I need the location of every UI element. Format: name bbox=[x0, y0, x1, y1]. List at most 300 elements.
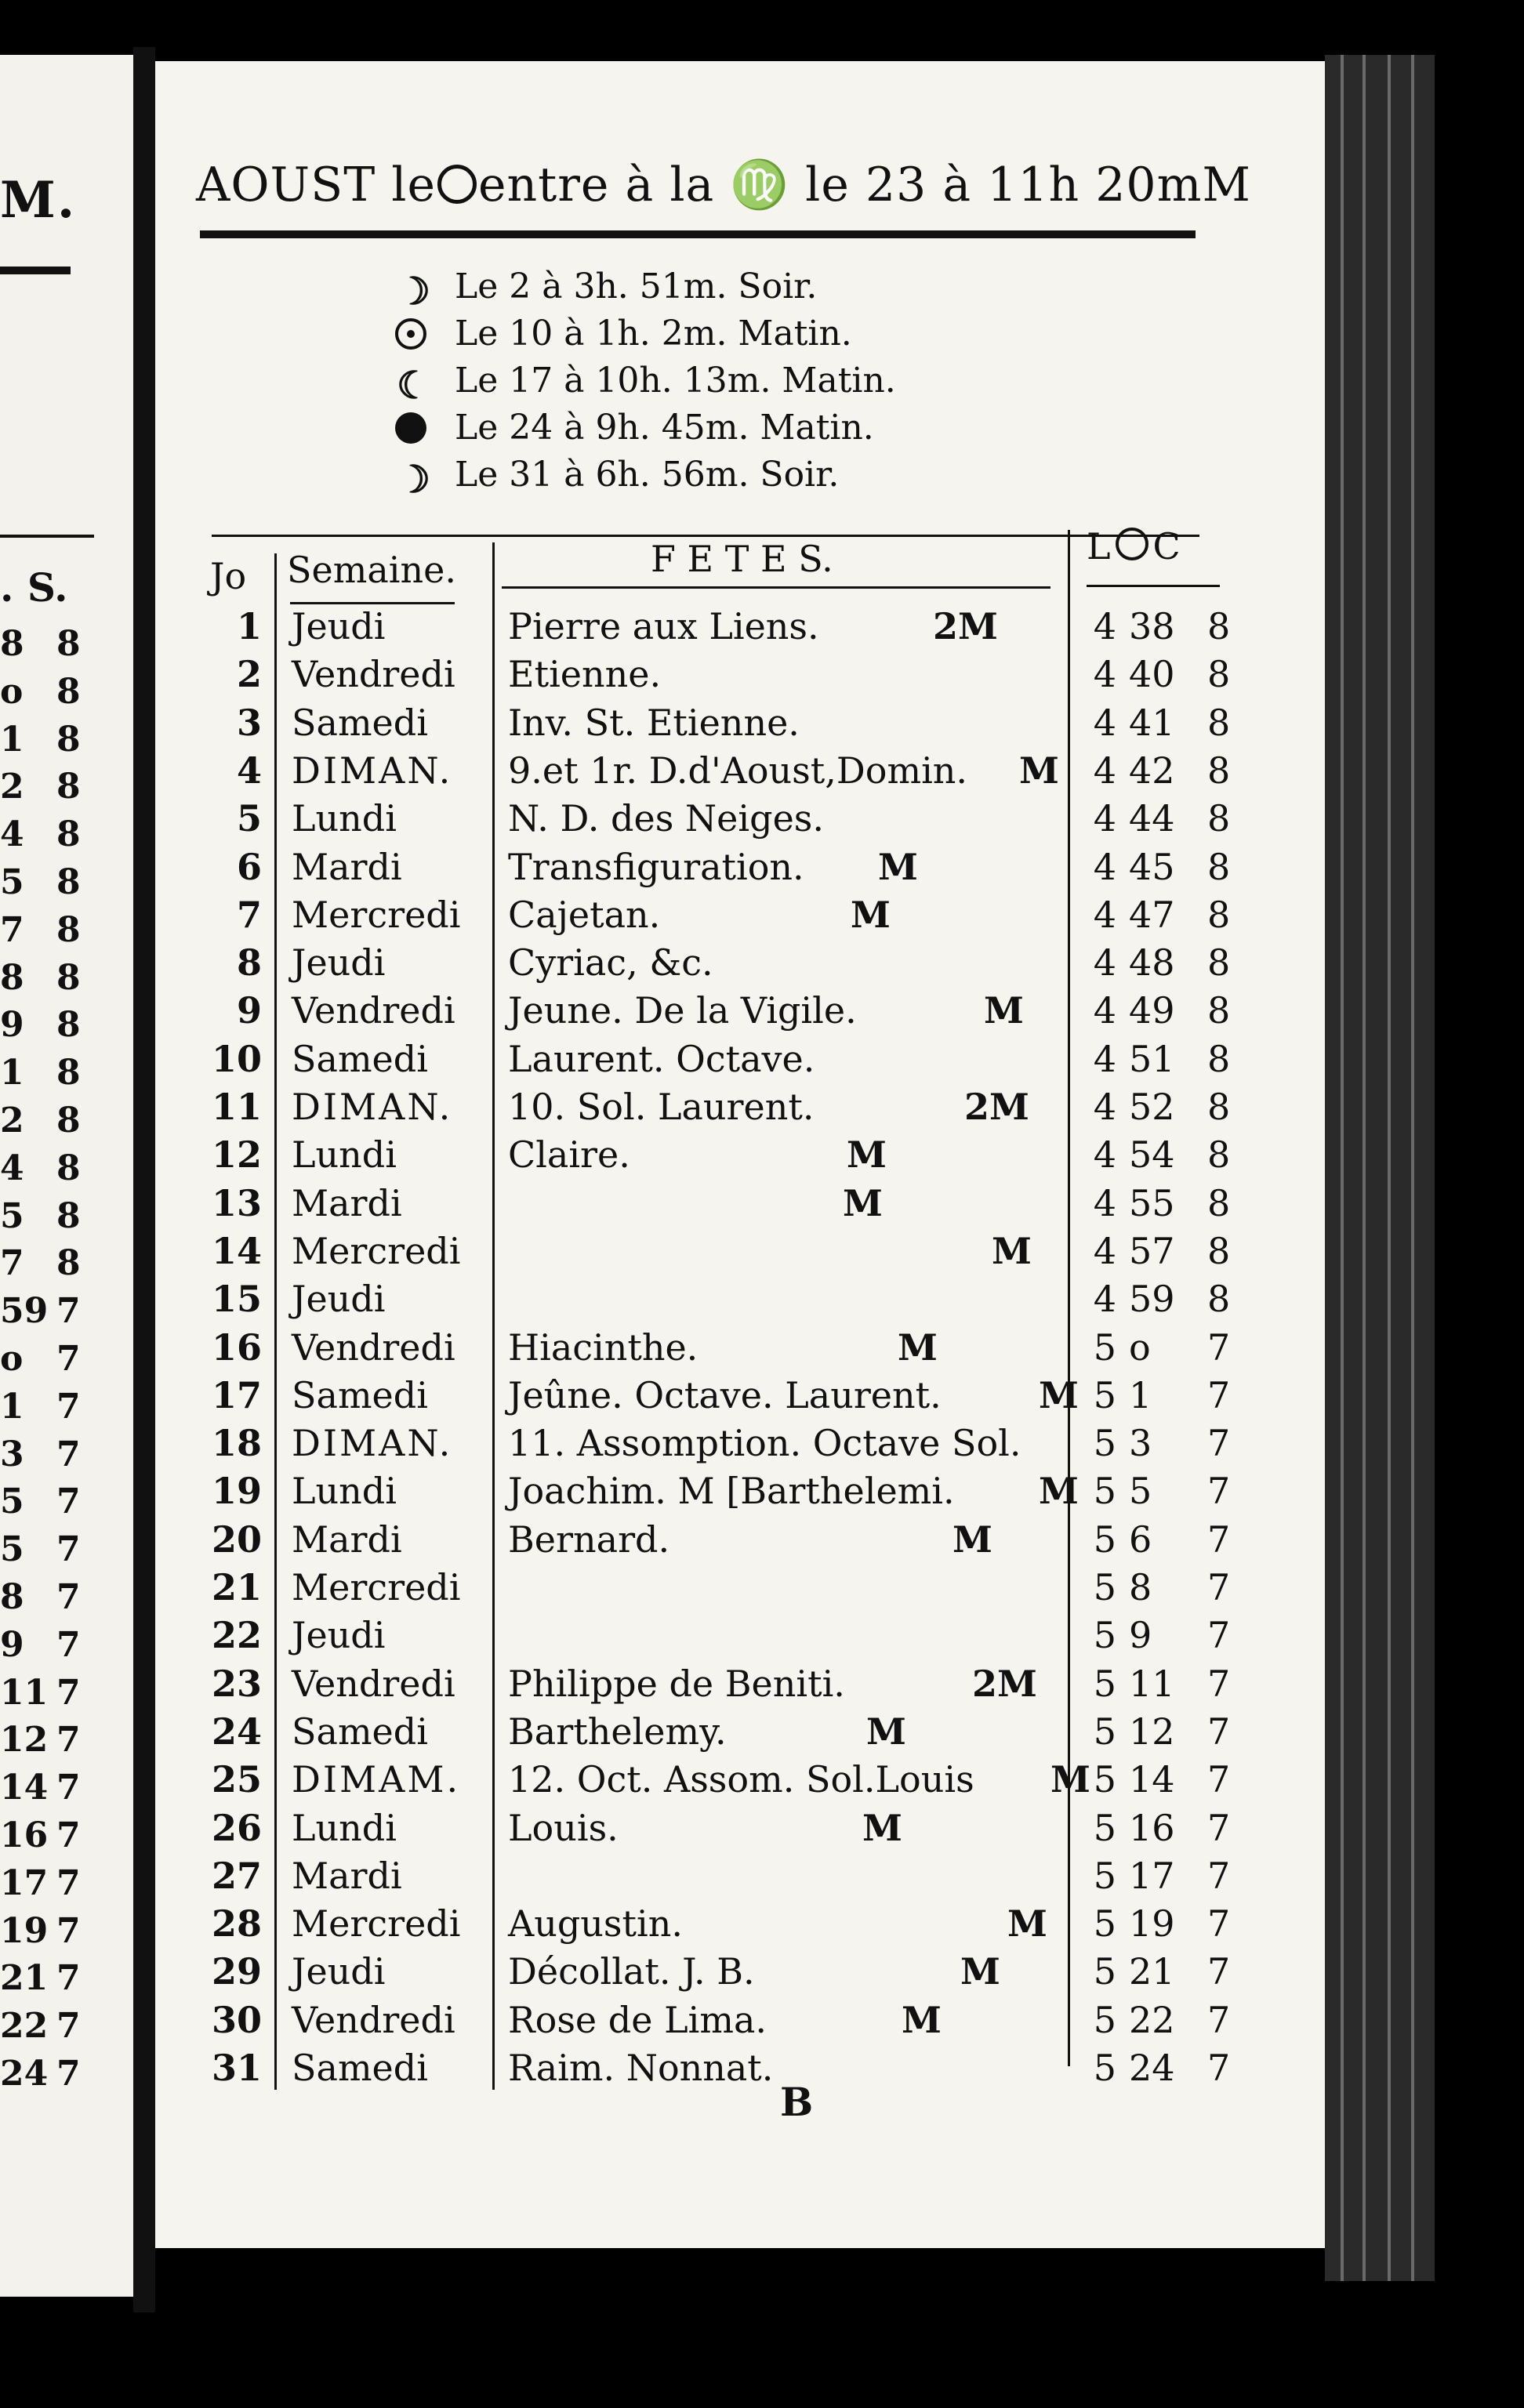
moon-phase-row bbox=[392, 267, 1098, 314]
moon-phase-text: Le 17 à 10h. 13m. Matin. bbox=[455, 361, 896, 401]
sunrise-minute: 8 bbox=[1129, 1566, 1152, 1608]
left-page-cell: 59 bbox=[0, 1291, 49, 1332]
weekday: Lundi bbox=[292, 1470, 397, 1513]
sunrise-hour: 4 bbox=[1093, 1181, 1116, 1224]
mark: M bbox=[902, 1998, 942, 2041]
day-number: 10 bbox=[212, 1037, 263, 1080]
mark: M bbox=[862, 1806, 902, 1849]
left-page-cell: 7 bbox=[0, 909, 24, 950]
sunrise-hour: 5 bbox=[1093, 1614, 1116, 1657]
mark: M bbox=[1039, 1470, 1079, 1513]
sunrise-hour: 4 bbox=[1093, 1133, 1116, 1177]
weekday: Lundi bbox=[292, 1133, 397, 1177]
weekday: Mardi bbox=[292, 1854, 402, 1897]
left-page-cell: 12 bbox=[0, 1720, 49, 1761]
table-row bbox=[0, 1086, 1231, 1133]
left-page-cell: 8 bbox=[0, 624, 24, 664]
semaine-header-rule bbox=[290, 602, 455, 604]
day-number: 13 bbox=[212, 1181, 263, 1224]
sunset-hour: 8 bbox=[1207, 989, 1231, 1032]
day-number: 22 bbox=[212, 1614, 263, 1657]
sunrise-hour: 4 bbox=[1093, 893, 1116, 936]
sunrise-hour: 4 bbox=[1093, 941, 1116, 985]
feast: Cajetan. bbox=[508, 893, 661, 936]
mark: 2M bbox=[964, 1086, 1029, 1128]
sunrise-hour: 5 bbox=[1093, 1470, 1116, 1513]
table-row bbox=[0, 749, 1231, 796]
signature-mark: B bbox=[780, 2079, 814, 2125]
sunrise-hour: 5 bbox=[1093, 1758, 1116, 1801]
sunset-hour: 8 bbox=[1207, 941, 1231, 985]
sunset-hour: 7 bbox=[1207, 1422, 1231, 1465]
edge-stripe bbox=[1363, 55, 1366, 2281]
left-page-cell: 2 bbox=[0, 1101, 24, 1141]
day-number: 16 bbox=[212, 1325, 263, 1369]
weekday: Vendredi bbox=[292, 989, 455, 1032]
mark: M bbox=[1039, 1373, 1079, 1416]
sunrise-minute: 22 bbox=[1129, 1998, 1175, 2041]
left-page-cell: 7 bbox=[56, 1386, 81, 1427]
left-page-cell: 7 bbox=[56, 1577, 81, 1617]
weekday: Lundi bbox=[292, 1806, 397, 1849]
mark: M bbox=[866, 1710, 906, 1753]
day-number: 11 bbox=[212, 1086, 263, 1128]
weekday: Samedi bbox=[292, 701, 428, 744]
sunset-hour: 8 bbox=[1207, 845, 1231, 888]
feast: Raim. Nonnat. bbox=[508, 2047, 774, 2089]
weekday: Mercredi bbox=[292, 1229, 461, 1272]
sunrise-minute: 59 bbox=[1129, 1278, 1175, 1321]
table-row bbox=[0, 1566, 1231, 1613]
moon-phase-row bbox=[392, 408, 1098, 455]
sunset-hour: 7 bbox=[1207, 1758, 1231, 1801]
table-row bbox=[0, 1037, 1231, 1085]
left-page-cell: 19 bbox=[0, 1910, 49, 1951]
feast: Joachim. M [Barthelemi. bbox=[508, 1470, 955, 1513]
mark: M bbox=[992, 1229, 1032, 1272]
sunset-hour: 8 bbox=[1207, 1086, 1231, 1128]
left-page-cell: 8 bbox=[56, 671, 81, 712]
mark: M bbox=[984, 989, 1024, 1032]
left-page-cell: 1 bbox=[0, 719, 24, 760]
left-page-cell: 7 bbox=[56, 1768, 81, 1808]
table-row bbox=[0, 653, 1231, 700]
header-fetes: F E T E S. bbox=[651, 538, 833, 580]
feast: Hiacinthe. bbox=[508, 1325, 698, 1369]
sunrise-minute: 21 bbox=[1129, 1950, 1175, 1993]
left-page-cell: 8 bbox=[56, 862, 81, 902]
left-page-cell: 7 bbox=[56, 1958, 81, 1999]
full-moon-icon bbox=[392, 314, 426, 353]
table-row bbox=[0, 1133, 1231, 1180]
weekday: Samedi bbox=[292, 1710, 428, 1753]
sunset-hour: 8 bbox=[1207, 1133, 1231, 1177]
left-page-cell: 7 bbox=[56, 1291, 81, 1332]
day-number: 30 bbox=[212, 1998, 263, 2041]
header-lever: L bbox=[1087, 525, 1111, 568]
feast: Philippe de Beniti. bbox=[508, 1662, 845, 1705]
day-number: 27 bbox=[212, 1854, 263, 1897]
sunrise-hour: 4 bbox=[1093, 653, 1116, 696]
table-row bbox=[0, 989, 1231, 1036]
weekday: Jeudi bbox=[292, 1614, 386, 1657]
table-top-rule bbox=[212, 535, 1199, 537]
table-row bbox=[0, 605, 1231, 652]
sunrise-minute: 41 bbox=[1129, 701, 1175, 744]
table-row bbox=[0, 1854, 1231, 1902]
last-quarter-glyph: ☾ bbox=[397, 364, 431, 408]
header-coucher: C bbox=[1152, 525, 1181, 568]
sunrise-hour: 4 bbox=[1093, 1037, 1116, 1080]
sunrise-hour: 4 bbox=[1093, 1278, 1116, 1321]
table-row bbox=[0, 893, 1231, 941]
feast: Laurent. Octave. bbox=[508, 1037, 815, 1080]
left-page-cell: 8 bbox=[56, 1005, 81, 1046]
day-number: 9 bbox=[236, 989, 262, 1032]
weekday: DIMAM. bbox=[292, 1758, 461, 1801]
weekday: Mercredi bbox=[292, 1566, 461, 1608]
sunset-hour: 8 bbox=[1207, 893, 1231, 936]
day-number: 8 bbox=[236, 941, 262, 985]
left-page-cell: 3 bbox=[0, 1434, 24, 1474]
title-prefix: AOUST le bbox=[196, 158, 436, 212]
weekday: Mercredi bbox=[292, 893, 461, 936]
mark: M bbox=[1007, 1902, 1047, 1946]
sunrise-minute: 16 bbox=[1129, 1806, 1175, 1849]
day-number: 23 bbox=[212, 1662, 263, 1705]
sunrise-minute: 44 bbox=[1129, 797, 1175, 840]
title-rule bbox=[200, 230, 1196, 238]
sunrise-hour: 5 bbox=[1093, 2047, 1116, 2089]
sunrise-minute: 49 bbox=[1129, 989, 1175, 1032]
sunrise-hour: 5 bbox=[1093, 1710, 1116, 1753]
table-row bbox=[0, 1518, 1231, 1565]
sunset-hour: 7 bbox=[1207, 1373, 1231, 1416]
left-page-cell: 5 bbox=[0, 1529, 24, 1570]
sunrise-hour: 4 bbox=[1093, 749, 1116, 792]
sunrise-minute: 19 bbox=[1129, 1902, 1175, 1946]
left-page-cell: 5 bbox=[0, 1481, 24, 1522]
sunrise-minute: 5 bbox=[1129, 1470, 1152, 1513]
edge-stripe bbox=[1341, 55, 1344, 2281]
day-number: 4 bbox=[236, 749, 262, 792]
feast: 9.et 1r. D.d'Aoust,Domin. bbox=[508, 749, 968, 792]
feast: Etienne. bbox=[508, 653, 662, 696]
weekday: Samedi bbox=[292, 1037, 428, 1080]
left-page-header: M. bbox=[0, 171, 77, 230]
sunset-hour: 7 bbox=[1207, 1710, 1231, 1753]
left-page-cell: 7 bbox=[56, 1339, 81, 1379]
sunrise-minute: 3 bbox=[1129, 1422, 1152, 1465]
mark: M bbox=[898, 1325, 938, 1369]
first-quarter-glyph: ☽ bbox=[397, 458, 431, 502]
fetes-header-rule bbox=[502, 586, 1050, 589]
left-page-cell: 1 bbox=[0, 1386, 24, 1427]
day-number: 14 bbox=[212, 1229, 263, 1272]
day-number: 5 bbox=[236, 797, 262, 840]
left-page-cell: 7 bbox=[56, 1910, 81, 1951]
left-page-cell: o bbox=[0, 671, 24, 712]
left-page-cell: 22 bbox=[0, 2006, 49, 2047]
sunrise-minute: 54 bbox=[1129, 1133, 1175, 1177]
weekday: Samedi bbox=[292, 2047, 428, 2089]
left-page-cell: 8 bbox=[56, 1053, 81, 1093]
header-lever-coucher bbox=[1087, 525, 1181, 568]
mark: M bbox=[1050, 1758, 1090, 1801]
sunrise-hour: 5 bbox=[1093, 1422, 1116, 1465]
sunrise-hour: 5 bbox=[1093, 1902, 1116, 1946]
rise-set-header-rule bbox=[1087, 585, 1220, 587]
feast: 10. Sol. Laurent. bbox=[508, 1086, 815, 1128]
first-quarter-icon bbox=[392, 267, 431, 314]
left-page-cell: 5 bbox=[0, 862, 24, 902]
left-page-cell: 4 bbox=[0, 1148, 24, 1188]
sunset-hour: 7 bbox=[1207, 1806, 1231, 1849]
left-page-cell: 8 bbox=[56, 624, 81, 664]
sunrise-minute: 40 bbox=[1129, 653, 1175, 696]
sunrise-hour: 5 bbox=[1093, 1373, 1116, 1416]
mark: M bbox=[847, 1133, 887, 1177]
feast: Jeûne. Octave. Laurent. bbox=[508, 1373, 942, 1416]
left-page-cell: 2 bbox=[0, 767, 24, 807]
sunset-hour: 8 bbox=[1207, 1037, 1231, 1080]
left-page-cell: 8 bbox=[56, 957, 81, 998]
left-page-cell: 14 bbox=[0, 1768, 49, 1808]
day-number: 25 bbox=[212, 1758, 263, 1801]
sunset-hour: 7 bbox=[1207, 1902, 1231, 1946]
sunset-hour: 7 bbox=[1207, 1662, 1231, 1705]
day-number: 29 bbox=[212, 1950, 263, 1993]
left-page-cell: 9 bbox=[0, 1624, 24, 1665]
feast: Louis. bbox=[508, 1806, 619, 1849]
left-page-cell: 1 bbox=[0, 1053, 24, 1093]
moon-phase-text: Le 31 à 6h. 56m. Soir. bbox=[455, 455, 840, 495]
left-page-cell: 8 bbox=[56, 767, 81, 807]
header-jours: Jo bbox=[210, 555, 247, 597]
mark: M bbox=[960, 1950, 1000, 1993]
table-row bbox=[0, 1470, 1231, 1517]
feast: Décollat. J. B. bbox=[508, 1950, 755, 1993]
left-page-cell: 7 bbox=[56, 1529, 81, 1570]
sunset-hour: 8 bbox=[1207, 701, 1231, 744]
weekday: Jeudi bbox=[292, 941, 386, 985]
table-row bbox=[0, 1422, 1231, 1469]
sunset-hour: 7 bbox=[1207, 1325, 1231, 1369]
left-page-subhead: . S. bbox=[0, 564, 68, 611]
weekday: DIMAN. bbox=[292, 749, 453, 792]
left-page-cell: 8 bbox=[56, 814, 81, 855]
sunset-hour: 8 bbox=[1207, 797, 1231, 840]
sun-icon bbox=[437, 165, 477, 204]
sunrise-minute: 57 bbox=[1129, 1229, 1175, 1272]
feast: Pierre aux Liens. bbox=[508, 605, 819, 647]
sunrise-minute: 47 bbox=[1129, 893, 1175, 936]
book-edge bbox=[1325, 55, 1435, 2281]
sunrise-hour: 5 bbox=[1093, 1806, 1116, 1849]
table-row bbox=[0, 797, 1231, 844]
sunrise-hour: 4 bbox=[1093, 797, 1116, 840]
weekday: Vendredi bbox=[292, 653, 455, 696]
moon-phase-text: Le 2 à 3h. 51m. Soir. bbox=[455, 267, 818, 306]
table-row bbox=[0, 1229, 1231, 1277]
header-semaine: Semaine. bbox=[287, 549, 456, 591]
day-number: 28 bbox=[212, 1902, 263, 1946]
left-page-cell: 8 bbox=[0, 957, 24, 998]
day-number: 1 bbox=[236, 605, 262, 647]
day-number: 2 bbox=[236, 653, 262, 696]
day-number: 12 bbox=[212, 1133, 263, 1177]
left-page-cell: 21 bbox=[0, 1958, 49, 1999]
left-page-cell: 7 bbox=[56, 1862, 81, 1903]
sunrise-minute: 9 bbox=[1129, 1614, 1152, 1657]
table-row bbox=[0, 1950, 1231, 1997]
sunrise-hour: 4 bbox=[1093, 605, 1116, 647]
day-number: 31 bbox=[212, 2047, 263, 2089]
left-page-rule bbox=[0, 535, 94, 538]
feast: Inv. St. Etienne. bbox=[508, 701, 800, 744]
sunrise-hour: 5 bbox=[1093, 1998, 1116, 2041]
sunset-hour: 7 bbox=[1207, 1950, 1231, 1993]
day-number: 19 bbox=[212, 1470, 263, 1513]
left-page-cell: 8 bbox=[56, 1195, 81, 1236]
title-suffix: entre à la ♍ le 23 à 11h 20mM bbox=[477, 158, 1251, 212]
weekday: Jeudi bbox=[292, 605, 386, 647]
left-page-cell: 8 bbox=[56, 1148, 81, 1188]
first-quarter-glyph: ☽ bbox=[397, 270, 431, 314]
moon-phase-row bbox=[392, 455, 1098, 502]
sunset-hour: 8 bbox=[1207, 749, 1231, 792]
day-number: 7 bbox=[236, 893, 262, 936]
edge-stripe bbox=[1411, 55, 1414, 2281]
feast: Rose de Lima. bbox=[508, 1998, 767, 2041]
feast: 12. Oct. Assom. Sol.Louis bbox=[508, 1758, 974, 1801]
left-page-cell: 16 bbox=[0, 1815, 49, 1855]
day-number: 3 bbox=[236, 701, 262, 744]
sunset-hour: 8 bbox=[1207, 653, 1231, 696]
weekday: Samedi bbox=[292, 1373, 428, 1416]
moon-phase-row bbox=[392, 361, 1098, 408]
sunrise-hour: 5 bbox=[1093, 1325, 1116, 1369]
new-moon-icon bbox=[392, 408, 426, 447]
moon-phase-text: Le 24 à 9h. 45m. Matin. bbox=[455, 408, 874, 448]
mark: M bbox=[851, 893, 891, 936]
left-page-cell: 8 bbox=[56, 1243, 81, 1284]
table-row bbox=[0, 1902, 1231, 1949]
feast: 11. Assomption. Octave Sol. bbox=[508, 1422, 1021, 1465]
sunset-hour: 8 bbox=[1207, 605, 1231, 647]
table-row bbox=[0, 1325, 1231, 1373]
sunset-hour: 7 bbox=[1207, 1614, 1231, 1657]
sunset-hour: 7 bbox=[1207, 1998, 1231, 2041]
table-row bbox=[0, 1278, 1231, 1325]
day-number: 15 bbox=[212, 1278, 263, 1321]
sunrise-hour: 5 bbox=[1093, 1662, 1116, 1705]
weekday: Jeudi bbox=[292, 1950, 386, 1993]
sunrise-minute: 12 bbox=[1129, 1710, 1175, 1753]
sunset-hour: 7 bbox=[1207, 1566, 1231, 1608]
left-page-cell: 7 bbox=[56, 1624, 81, 1665]
last-quarter-icon bbox=[392, 361, 431, 408]
moon-phase-text: Le 10 à 1h. 2m. Matin. bbox=[455, 314, 852, 354]
edge-stripe bbox=[1388, 55, 1391, 2281]
sunrise-minute: 52 bbox=[1129, 1086, 1175, 1128]
table-row bbox=[0, 1710, 1231, 1757]
sunset-hour: 8 bbox=[1207, 1181, 1231, 1224]
sunrise-hour: 4 bbox=[1093, 989, 1116, 1032]
left-page-cell: 5 bbox=[0, 1195, 24, 1236]
weekday: DIMAN. bbox=[292, 1086, 453, 1128]
sunset-hour: 7 bbox=[1207, 1470, 1231, 1513]
sunrise-hour: 4 bbox=[1093, 701, 1116, 744]
table-row bbox=[0, 1806, 1231, 1854]
sunrise-hour: 5 bbox=[1093, 1518, 1116, 1561]
mark: M bbox=[843, 1181, 883, 1224]
full-moon-disc bbox=[395, 318, 426, 350]
sunrise-minute: 42 bbox=[1129, 749, 1175, 792]
sunrise-minute: 45 bbox=[1129, 845, 1175, 888]
left-page-rule bbox=[0, 267, 71, 274]
left-page-cell: 7 bbox=[56, 1815, 81, 1855]
weekday: DIMAN. bbox=[292, 1422, 453, 1465]
mark: M bbox=[952, 1518, 992, 1561]
feast: Transfiguration. bbox=[508, 845, 804, 888]
sunset-hour: 8 bbox=[1207, 1278, 1231, 1321]
left-page-cell: 8 bbox=[56, 719, 81, 760]
page-title bbox=[196, 157, 1251, 212]
first-quarter-icon bbox=[392, 455, 431, 502]
left-page-cell: 8 bbox=[56, 909, 81, 950]
weekday: Lundi bbox=[292, 797, 397, 840]
table-row bbox=[0, 701, 1231, 749]
day-number: 20 bbox=[212, 1518, 263, 1561]
sunset-hour: 7 bbox=[1207, 1518, 1231, 1561]
sun-icon bbox=[1116, 528, 1148, 560]
table-row bbox=[0, 1614, 1231, 1661]
day-number: 26 bbox=[212, 1806, 263, 1849]
weekday: Jeudi bbox=[292, 1278, 386, 1321]
table-row bbox=[0, 845, 1231, 893]
feast: Cyriac, &c. bbox=[508, 941, 713, 985]
sunrise-hour: 5 bbox=[1093, 1566, 1116, 1608]
feast: Claire. bbox=[508, 1133, 630, 1177]
sunrise-minute: 14 bbox=[1129, 1758, 1175, 1801]
feast: Augustin. bbox=[508, 1902, 683, 1946]
left-page-cell: 11 bbox=[0, 1672, 49, 1713]
sunrise-minute: 55 bbox=[1129, 1181, 1175, 1224]
weekday: Mercredi bbox=[292, 1902, 461, 1946]
left-page-cell: 7 bbox=[56, 1434, 81, 1474]
day-number: 6 bbox=[236, 845, 262, 888]
left-page-cell: 17 bbox=[0, 1862, 49, 1903]
day-number: 17 bbox=[212, 1373, 263, 1416]
left-page-cell: 7 bbox=[56, 1672, 81, 1713]
table-row bbox=[0, 941, 1231, 988]
table-row bbox=[0, 1373, 1231, 1421]
table-row bbox=[0, 1662, 1231, 1710]
sunrise-hour: 5 bbox=[1093, 1854, 1116, 1897]
table-row bbox=[0, 1758, 1231, 1805]
feast: Jeune. De la Vigile. bbox=[508, 989, 857, 1032]
weekday: Vendredi bbox=[292, 1998, 455, 2041]
sunset-hour: 8 bbox=[1207, 1229, 1231, 1272]
sunrise-minute: 6 bbox=[1129, 1518, 1152, 1561]
sunrise-minute: 48 bbox=[1129, 941, 1175, 985]
weekday: Mardi bbox=[292, 1181, 402, 1224]
left-page-cell: 8 bbox=[0, 1577, 24, 1617]
sunset-hour: 7 bbox=[1207, 1854, 1231, 1897]
day-number: 18 bbox=[212, 1422, 263, 1465]
table-row bbox=[0, 1998, 1231, 2046]
